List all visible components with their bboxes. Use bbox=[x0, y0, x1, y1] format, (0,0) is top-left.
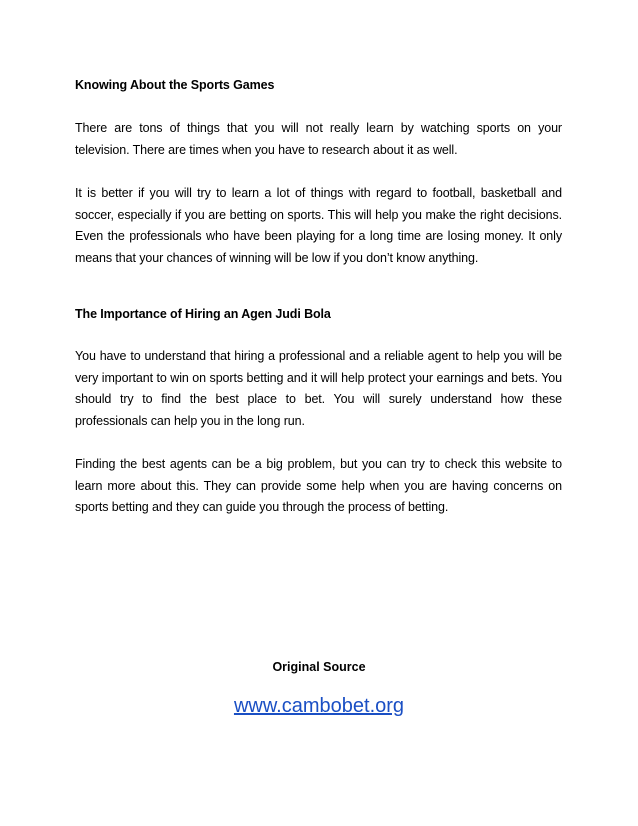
original-source-label: Original Source bbox=[272, 660, 366, 674]
paragraph-tv-research: There are tons of things that you will not really learn by watching sports on your television. There are times when you have to research about it as well. bbox=[75, 121, 562, 157]
paragraph-learn-sports: It is better if you will try to learn a lot of things with regard to football, basketball and soccer, especially if you are betting on sports. This will help you make the right decisions. Even the professionals who have been playing for a long time are losing money. It only means that your chances of winning will be low if you don’t know anything. bbox=[75, 186, 562, 265]
paragraph-reliable-agent: You have to understand that hiring a professional and a reliable agent to help you will be very important to win on sports betting and it will help protect your earnings and bets. You should try to find the best place to bet. You will surely understand how these professionals can help you in the long run. bbox=[75, 349, 562, 428]
paragraph-finding-agents: Finding the best agents can be a big problem, but you can try to check this website to learn more about this. They can provide some help when you are having concerns on sports betting and they can guide you through the process of betting. bbox=[75, 457, 562, 514]
source-website-link[interactable]: www.cambobet.org bbox=[233, 695, 405, 717]
section-heading-hiring-agent: The Importance of Hiring an Agen Judi Bola bbox=[75, 307, 331, 321]
section-heading-sports-games: Knowing About the Sports Games bbox=[75, 78, 275, 92]
document-body bbox=[75, 74, 562, 519]
